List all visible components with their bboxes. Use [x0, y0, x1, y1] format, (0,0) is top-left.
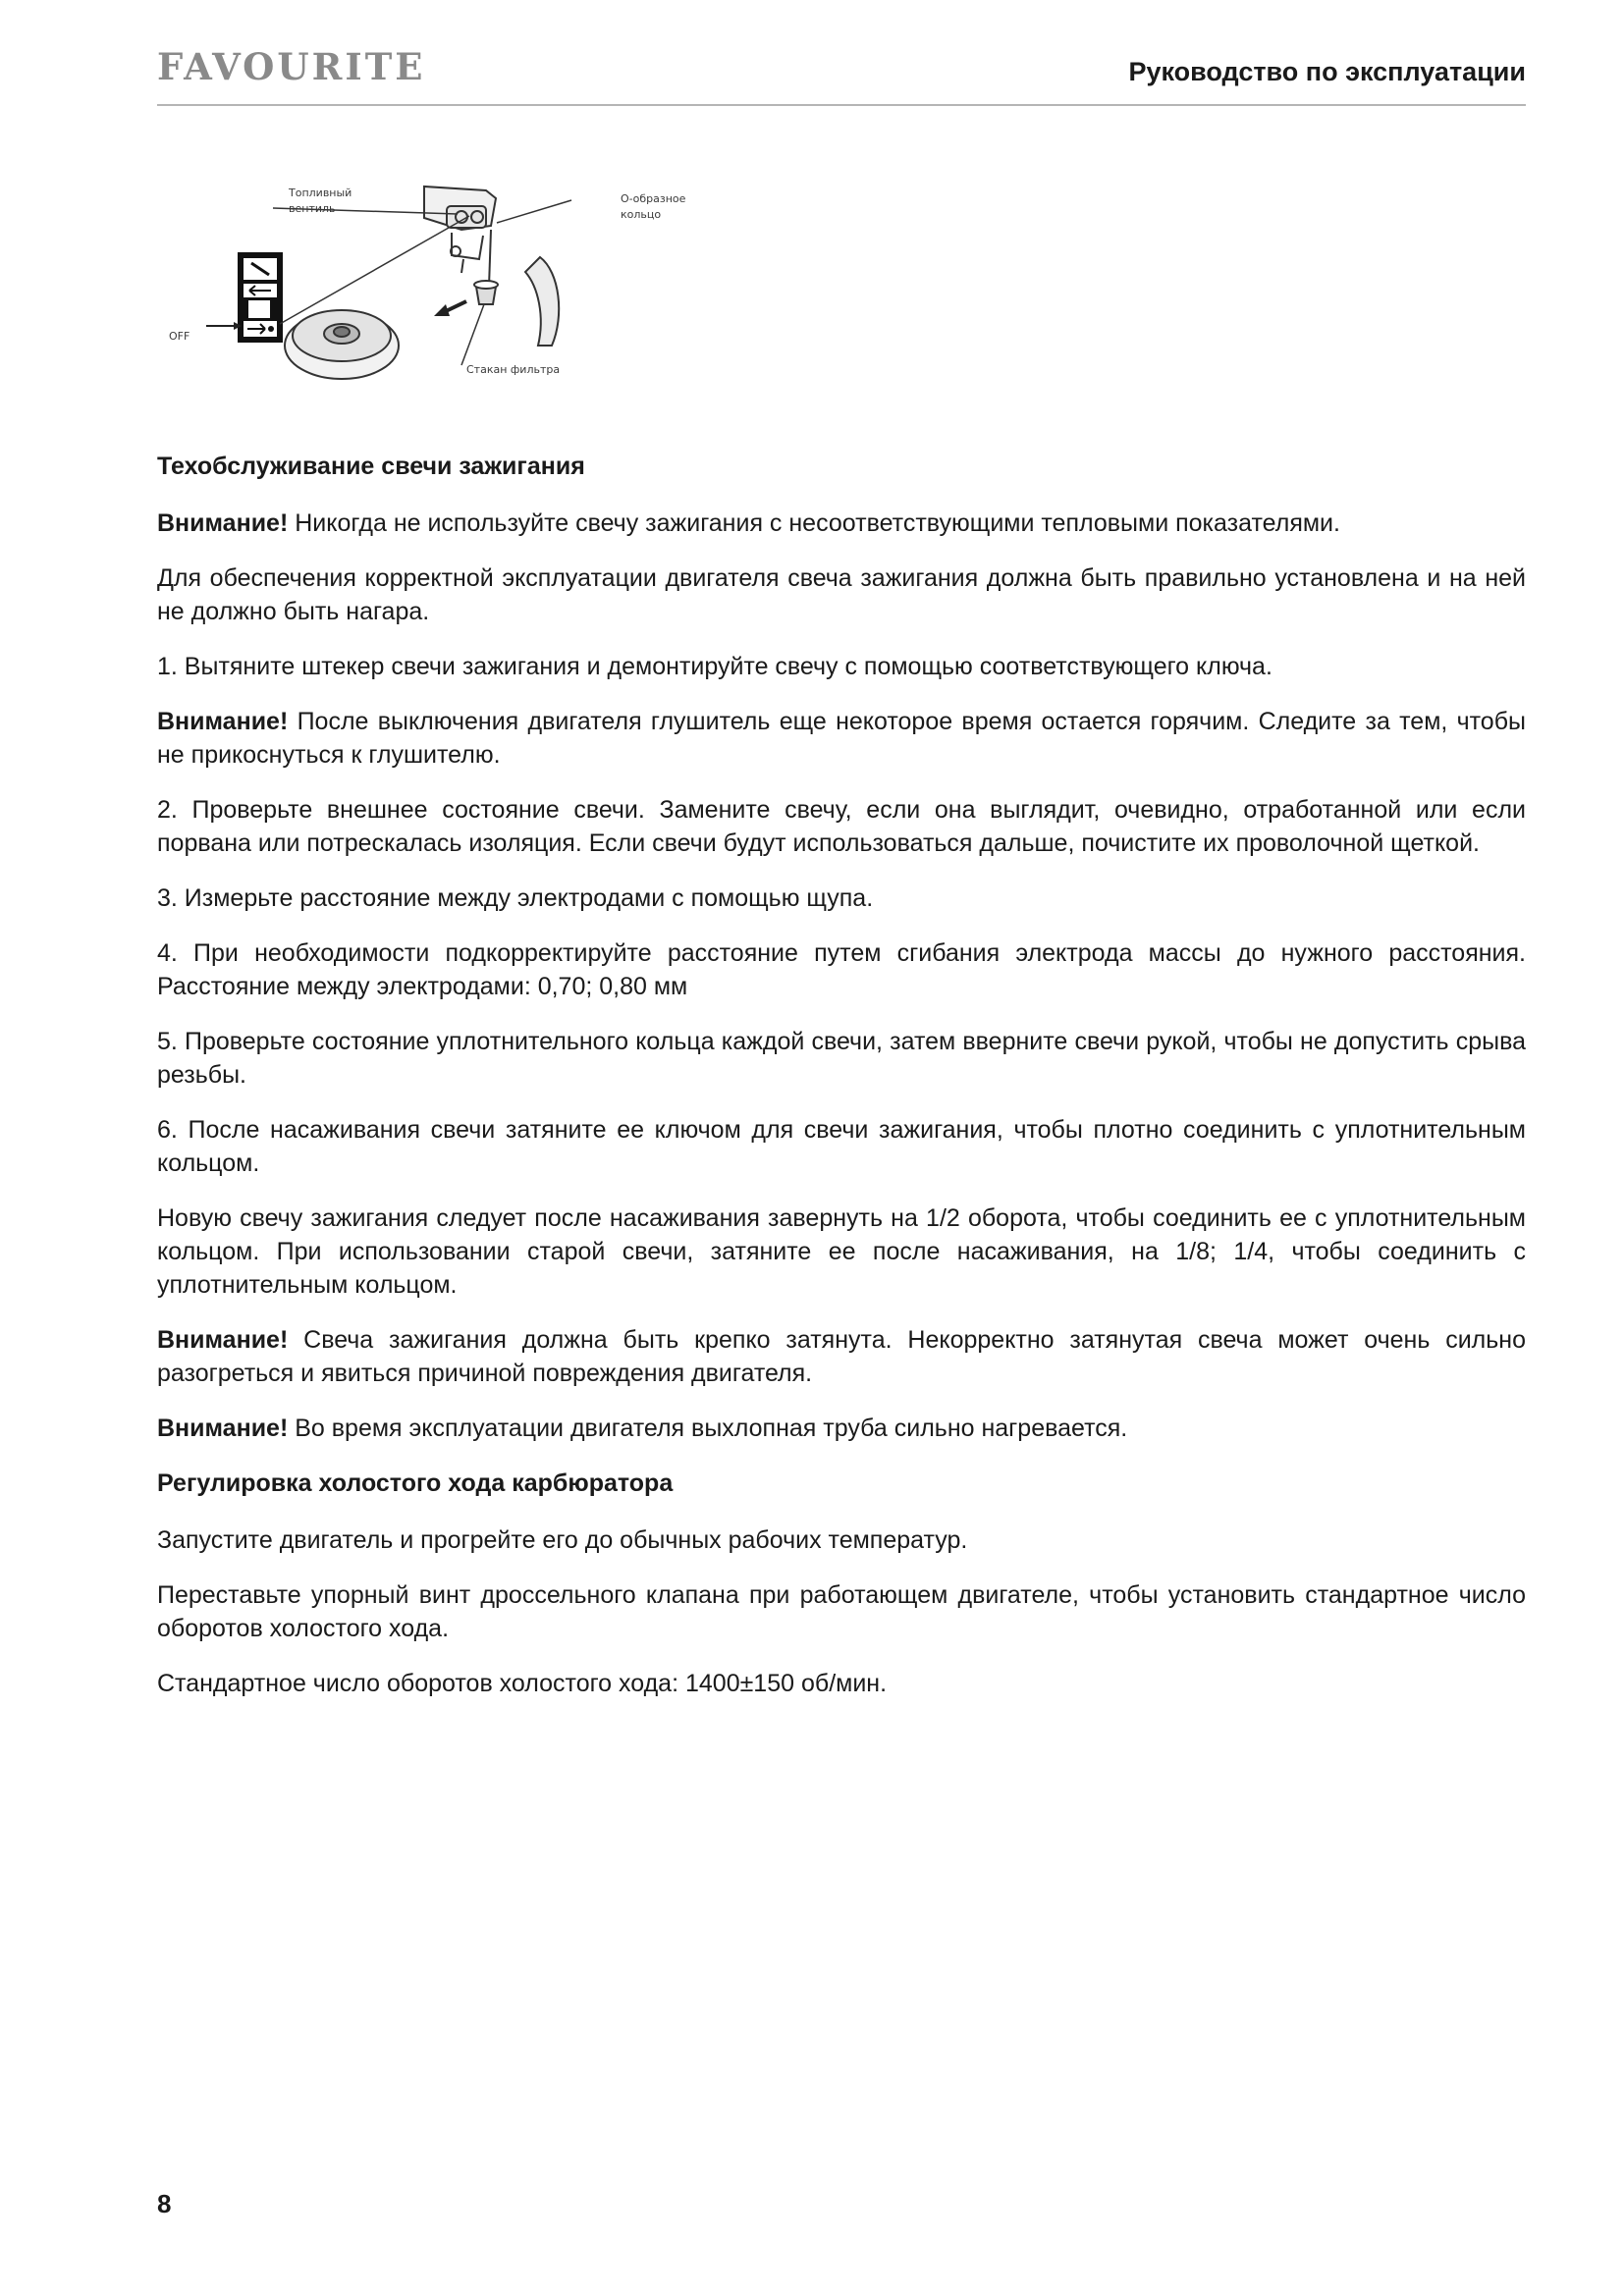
- paragraph-warning-heat-range: [157, 507, 1526, 540]
- paragraph-text: Во время эксплуатации двигателя выхлопная труба сильно нагревается.: [288, 1415, 1128, 1442]
- attention-label: Внимание!: [157, 1415, 289, 1442]
- attention-label: Внимание!: [157, 1326, 289, 1354]
- paragraph-installation: Для обеспечения корректной эксплуатации двигателя свеча зажигания должна быть правильно установлена и на ней не должно быть нагара.: [157, 564, 1526, 625]
- label-fuel-valve-line2: вентиль: [289, 202, 336, 215]
- step-1: 1. Вытяните штекер свечи зажигания и демонтируйте свечу с помощью соответствующего ключа.: [157, 653, 1272, 680]
- document-title: Руководство по эксплуатации: [1128, 57, 1526, 86]
- paragraph-text: После выключения двигателя глушитель еще некоторое время остается горячим. Следите за тем, чтобы не прикоснуться к глушителю.: [157, 708, 1526, 769]
- step-4: 4. При необходимости подкорректируйте расстояние путем сгибания электрода массы до нужного расстояния. Расстояние между электродами: 0,70; 0,80 мм: [157, 939, 1526, 1000]
- label-fuel-valve-line1: Топливный: [289, 187, 352, 199]
- label-off: OFF: [169, 330, 190, 343]
- fuel-filter-diagram: [167, 179, 717, 414]
- page-header: [157, 43, 1526, 106]
- paragraph-warning-muffler: [157, 705, 1526, 772]
- step-6: 6. После насаживания свечи затяните ее ключом для свечи зажигания, чтобы плотно соединить с уплотнительным кольцом.: [157, 1116, 1526, 1177]
- heading-idle-adjustment: Регулировка холостого хода карбюратора: [157, 1469, 674, 1497]
- paragraph-warning-exhaust: [157, 1412, 1526, 1445]
- paragraph-text: Свеча зажигания должна быть крепко затянута. Некорректно затянутая свеча может очень сильно разогреться и явиться причиной повреждения двигателя.: [157, 1326, 1526, 1387]
- step-5: 5. Проверьте состояние уплотнительного кольца каждой свечи, затем вверните свечи рукой, чтобы не допустить срыва резьбы.: [157, 1028, 1526, 1089]
- label-oring-line1: О-образное: [621, 192, 686, 205]
- brand-logo: FAVOURITE: [157, 45, 426, 88]
- label-oring-line2: кольцо: [621, 208, 662, 221]
- paragraph-idle-speed: Стандартное число оборотов холостого хода: 1400±150 об/мин.: [157, 1670, 888, 1697]
- paragraph-warm-up: Запустите двигатель и прогрейте его до обычных рабочих температур.: [157, 1526, 968, 1554]
- header-divider: [157, 104, 1526, 106]
- step-3: 3. Измерьте расстояние между электродами с помощью щупа.: [157, 884, 874, 912]
- label-filter-cup: Стакан фильтра: [466, 363, 561, 376]
- paragraph-tightening: Новую свечу зажигания следует после насаживания завернуть на 1/2 оборота, чтобы соединить ее с уплотнительным кольцом. При использовании старой свечи, затяните ее после насаживания, на 1/8; 1/4, чтобы соединить с уплотнительным кольцом.: [157, 1204, 1526, 1299]
- attention-label: Внимание!: [157, 509, 289, 537]
- paragraph-throttle-screw: Переставьте упорный винт дроссельного клапана при работающем двигателе, чтобы установить стандартное число оборотов холостого хода.: [157, 1581, 1526, 1642]
- paragraph-text: Никогда не используйте свечу зажигания с несоответствующими тепловыми показателями.: [288, 509, 1340, 537]
- heading-spark-plug-maintenance: Техобслуживание свечи зажигания: [157, 453, 585, 480]
- attention-label: Внимание!: [157, 708, 289, 735]
- step-2: 2. Проверьте внешнее состояние свечи. Замените свечу, если она выглядит, очевидно, отработанной или если порвана или потрескалась изоляция. Если свечи будут использоваться дальше, почистите их проволочной щеткой.: [157, 796, 1526, 857]
- page-number: 8: [157, 2189, 172, 2218]
- page-content: [157, 450, 1526, 1722]
- fuel-filter-illustration: [167, 179, 717, 414]
- paragraph-warning-tight: [157, 1323, 1526, 1390]
